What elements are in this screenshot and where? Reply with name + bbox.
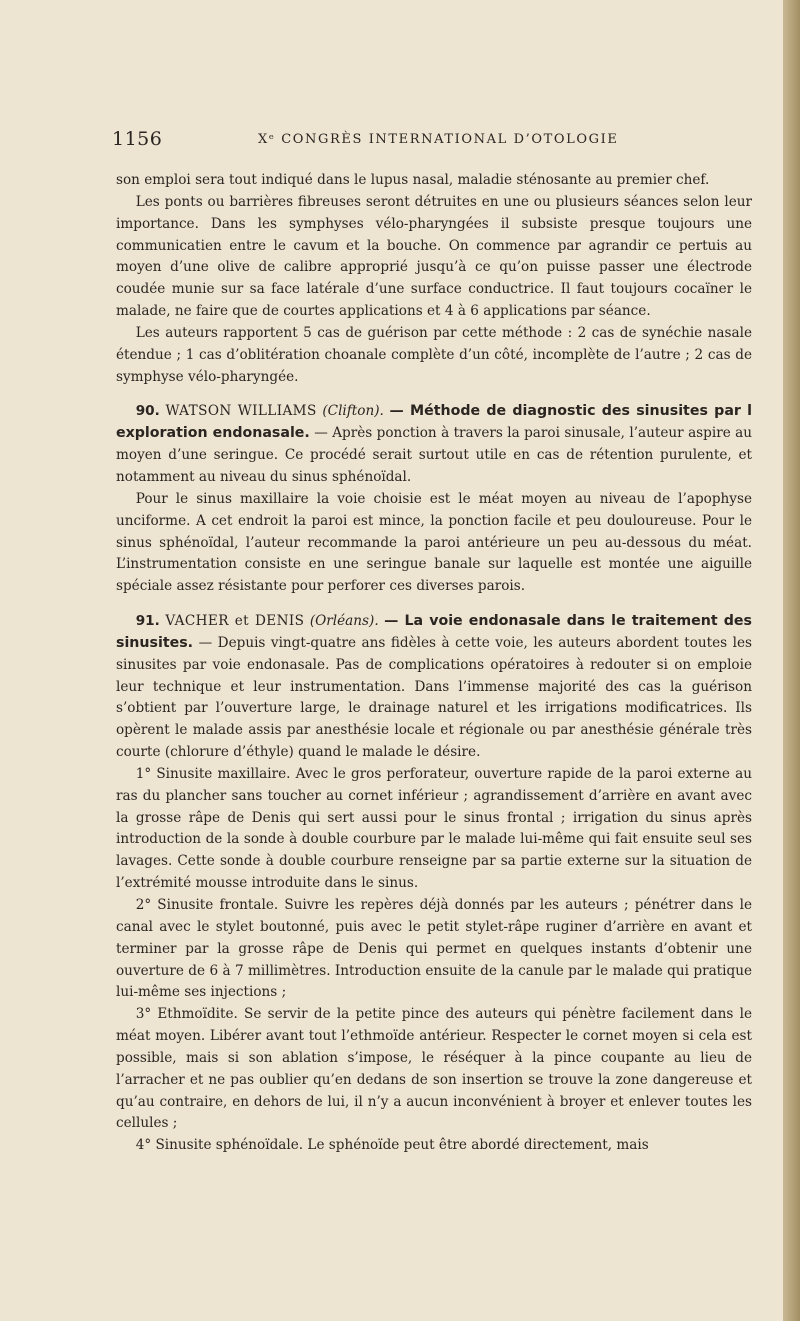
paragraph: 4° Sinusite sphénoïdale. Le sphénoïde peut être abordé directement, mais — [135, 1137, 649, 1154]
entry-number: 90. — [135, 403, 160, 420]
entry-90 — [116, 401, 752, 488]
entry-author: WATSON WILLIAMS — [165, 403, 317, 420]
paragraph: 1° Sinusite maxillaire. Avec le gros perforateur, ouverture rapide de la paroi externe au ras du plancher sans toucher au cornet inférieur ; agrandissement d’arrière en avant avec la grosse râpe de Denis qui sert aussi pour le sinus frontal ; irrigation du sinus après introduction de la sonde à double courbure par le malade lui-même qui fait ensuite seul ses lavages. Cette sonde à double courbure renseigne par sa partie externe sur la situation de l’extrémité mousse introduite dans le sinus. — [116, 765, 752, 892]
paragraph: Les ponts ou barrières fibreuses seront détruites en une ou plusieurs séances selon leur importance. Dans les symphyses vélo-pharyngées il subsiste presque toujours une communicatien entre le cavum et la bouche. On commence par agrandir ce pertuis au moyen d’une olive de calibre approprié jusqu’à ce qu’on puisse passer une électrode coudée munie sur sa face latérale d’une surface conductrice. Il faut toujours cocaïner le malade, ne faire que de courtes applications et 4 à 6 applications par séance. — [116, 193, 752, 320]
entry-number: 91. — [135, 613, 160, 630]
paragraph: Pour le sinus maxillaire la voie choisie est le méat moyen au niveau de l’apophyse unciforme. A cet endroit la paroi est mince, la ponction facile et peu douloureuse. Pour le sinus sphénoïdal, l’auteur recommande la paroi antérieure un peu au-dessous du méat. L’instrumentation consiste en une seringue banale sur laquelle est montée une aiguille spéciale assez résistante pour perforer ces diverses parois. — [116, 490, 752, 595]
entry-91 — [116, 611, 752, 764]
entry-author: VACHER et DENIS — [165, 613, 305, 630]
entry-text: — Depuis vingt-quatre ans fidèles à cette voie, les auteurs abordent toutes les sinusites par voie endonasale. Pas de complications opératoires à redouter si on emploie leur technique et leur instrumentation. Dans l’immense majorité des cas la guérison s’obtient par l’ouverture large, le drainage naturel et les irrigations modificatrices. Ils opèrent le malade assis par anesthésie locale et régionale ou par anesthésie générale très courte (chlorure d’éthyle) quand le malade le désire. — [116, 634, 753, 761]
entry-place: (Orléans). — [309, 613, 379, 630]
entry-place: (Clifton). — [322, 403, 384, 420]
entry-title: — La voie endonasale dans le traitement des sinusites. — [116, 613, 752, 651]
paragraph: 3° Ethmoïdite. Se servir de la petite pince des auteurs qui pénètre facilement dans le méat moyen. Libérer avant tout l’ethmoïde antérieur. Respecter le cornet moyen si cela est possible, mais si son ablation s’impose, le réséquer à la pince coupante au lieu de l’arracher et ne pas oublier qu’en dedans de son insertion se trouve la zone dangereuse et qu’au contraire, en dehors de lui, il n’y a aucun inconvénient à broyer et enlever toutes les cellules ; — [116, 1006, 752, 1132]
running-head: Xᵉ CONGRÈS INTERNATIONAL D’OTOLOGIE — [258, 132, 619, 147]
paragraph: Les auteurs rapportent 5 cas de guérison par cette méthode : 2 cas de synéchie nasale étendue ; 1 cas d’oblitération choanale complète d’un côté, incomplète de l’autre ; 2 cas de symphyse vélo-pharyngée. — [116, 324, 752, 385]
entry-text: — Après ponction à travers la paroi sinusale, l’auteur aspire au moyen d’une seringue. Ce procédé serait surtout utile en cas de rétention purulente, et notamment au niveau du sinus sphénoïdal. — [116, 425, 753, 485]
entry-title: — Méthode de diagnostic des sinusites par l exploration endonasale. — [116, 403, 753, 442]
page-number: 1156 — [112, 128, 163, 150]
page-header — [112, 128, 752, 152]
body-text — [116, 170, 752, 1157]
paragraph: son emploi sera tout indiqué dans le lupus nasal, maladie sténosante au premier chef. — [116, 172, 710, 188]
paragraph: 2° Sinusite frontale. Suivre les repères déjà donnés par les auteurs ; pénétrer dans le canal avec le stylet boutonné, puis avec le petit stylet-râpe ruginer d’arrière en avant et terminer par la grosse râpe de Denis qui permet en quelques instants d’obtenir une ouverture de 6 à 7 millimètres. Introduction ensuite de la canule par le malade qui pratique lui-même ses injections ; — [116, 897, 752, 1001]
page-edge — [783, 0, 800, 1321]
